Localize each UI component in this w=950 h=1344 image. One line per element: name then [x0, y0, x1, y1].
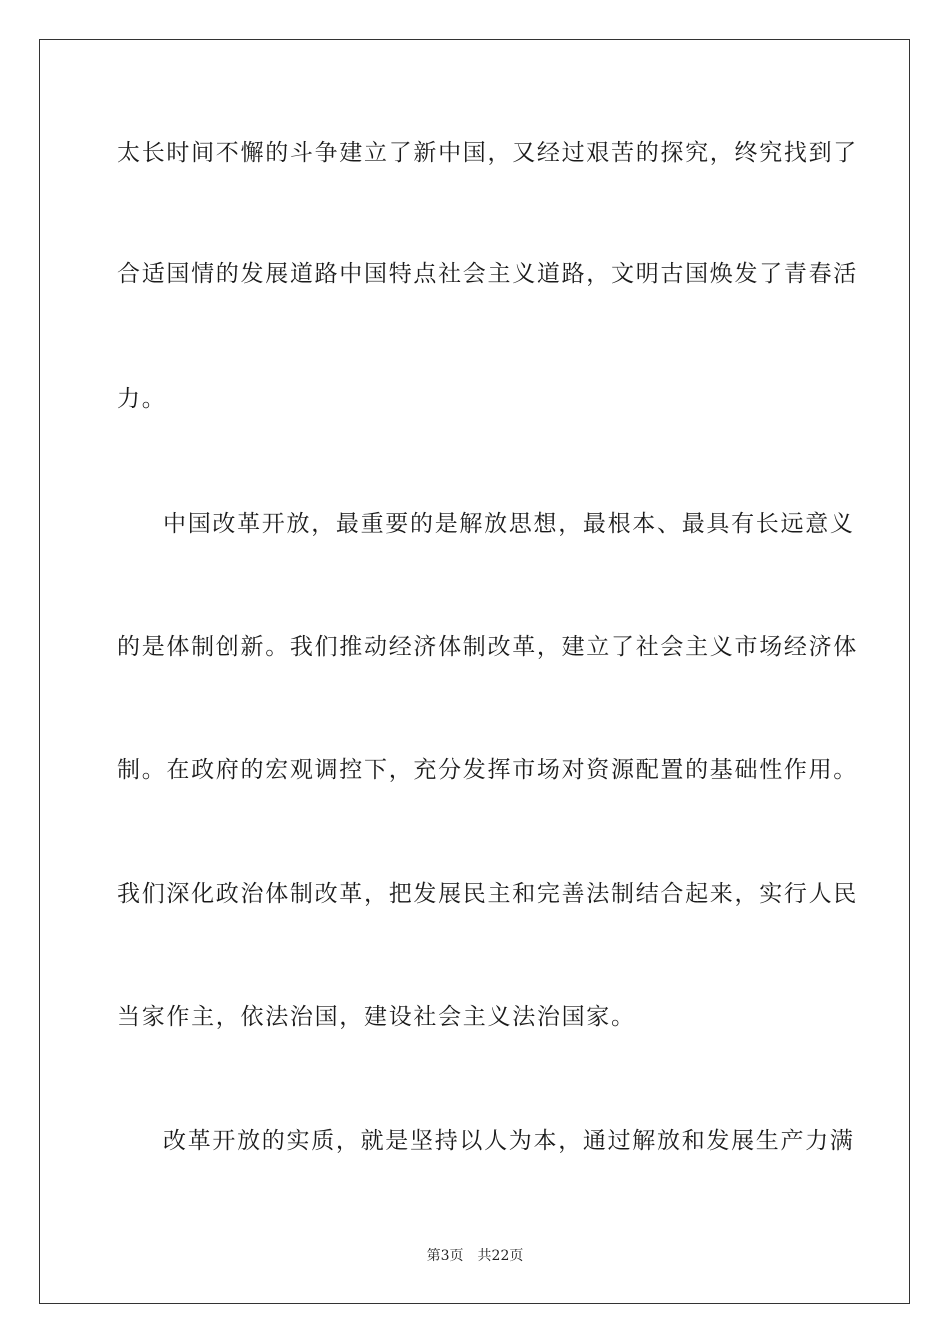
text-line: 合适国情的发展道路中国特点社会主义道路，文明古国焕发了青春活 [117, 261, 858, 287]
text-line: 太长时间不懈的斗争建立了新中国，又经过艰苦的探究，终究找到了 [117, 140, 858, 166]
paragraph-start-line: 中国改革开放，最重要的是解放思想，最根本、最具有长远意义 [163, 511, 855, 537]
text-line: 当家作主，依法治国，建设社会主义法治国家。 [117, 1004, 636, 1030]
current-page-label: 第3页 [426, 1248, 464, 1264]
text-line: 制。在政府的宏观调控下，充分发挥市场对资源配置的基础性作用。 [117, 757, 858, 783]
text-line: 的是体制创新。我们推动经济体制改革，建立了社会主义市场经济体 [117, 634, 858, 660]
paragraph-start-line: 改革开放的实质，就是坚持以人为本，通过解放和发展生产力满 [163, 1128, 855, 1154]
text-line: 力。 [117, 386, 167, 412]
page-footer [0, 1247, 950, 1265]
total-pages-label: 共22页 [477, 1248, 524, 1264]
text-line: 我们深化政治体制改革，把发展民主和完善法制结合起来，实行人民 [117, 881, 858, 907]
page-border [39, 39, 910, 1304]
